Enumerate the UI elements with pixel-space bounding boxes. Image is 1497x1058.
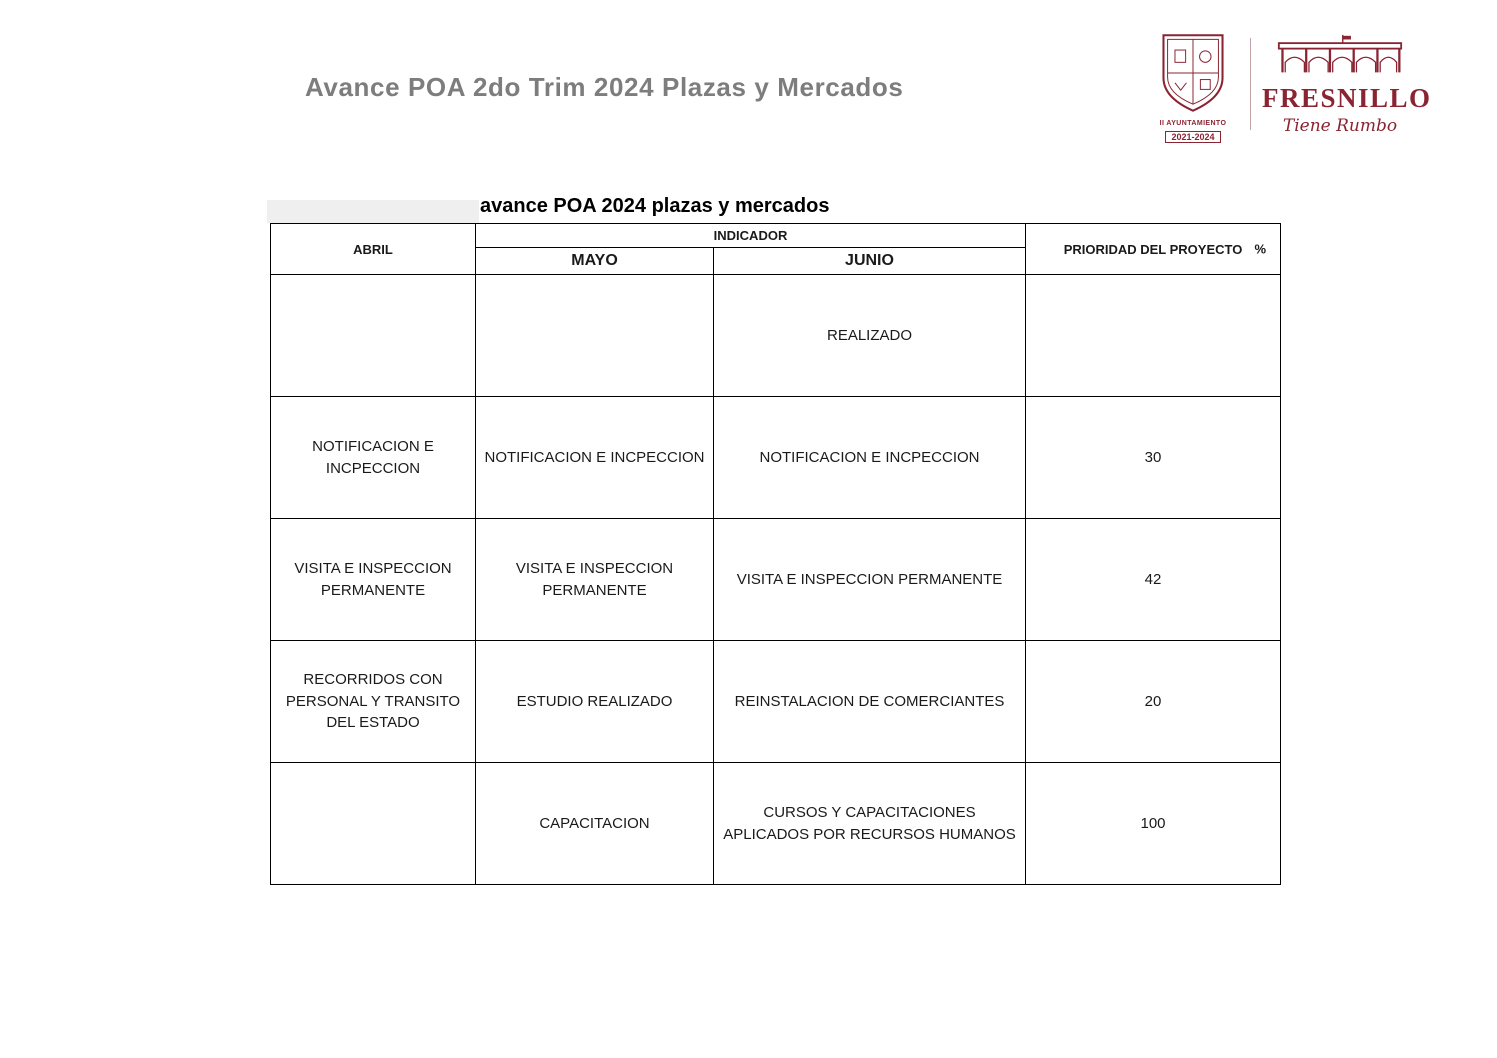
cell-junio: NOTIFICACION E INCPECCION xyxy=(714,397,1026,519)
cell-mayo: NOTIFICACION E INCPECCION xyxy=(476,397,714,519)
shaded-strip xyxy=(267,200,479,223)
col-header-mayo: MAYO xyxy=(476,248,714,275)
logo-divider xyxy=(1250,38,1251,130)
col-header-junio: JUNIO xyxy=(714,248,1026,275)
table-row xyxy=(271,641,1281,763)
cell-mayo: ESTUDIO REALIZADO xyxy=(476,641,714,763)
fresnillo-wordmark: FRESNILLO xyxy=(1262,83,1432,113)
ayuntamiento-label: II AYUNTAMIENTO xyxy=(1159,120,1227,127)
table-row xyxy=(271,397,1281,519)
logo-area xyxy=(1148,30,1432,142)
table-row xyxy=(271,519,1281,641)
cell-mayo: VISITA E INSPECCION PERMANENTE xyxy=(476,519,714,641)
cell-junio: REALIZADO xyxy=(714,275,1026,397)
table-header-row-1 xyxy=(271,224,1281,248)
shield-icon xyxy=(1153,32,1233,114)
ayuntamiento-years: 2021-2024 xyxy=(1165,131,1220,143)
cell-abril: VISITA E INSPECCION PERMANENTE xyxy=(271,519,476,641)
cell-abril: RECORRIDOS CON PERSONAL Y TRANSITO DEL ESTADO xyxy=(271,641,476,763)
ayuntamiento-logo xyxy=(1148,32,1238,145)
prioridad-label: PRIORIDAD DEL PROYECTO xyxy=(1063,241,1243,257)
cell-prioridad: 42 xyxy=(1026,519,1281,641)
table-title: avance POA 2024 plazas y mercados xyxy=(480,195,830,217)
fresnillo-logo xyxy=(1262,34,1432,136)
arch-monument-icon xyxy=(1266,34,1414,76)
table-row xyxy=(271,275,1281,397)
poa-table xyxy=(270,223,1281,885)
cell-mayo: CAPACITACION xyxy=(476,763,714,885)
cell-junio: REINSTALACION DE COMERCIANTES xyxy=(714,641,1026,763)
percent-label: % xyxy=(1254,241,1267,257)
cell-mayo xyxy=(476,275,714,397)
cell-prioridad: 30 xyxy=(1026,397,1281,519)
cell-abril xyxy=(271,763,476,885)
cell-prioridad: 20 xyxy=(1026,641,1281,763)
page-title: Avance POA 2do Trim 2024 Plazas y Mercados xyxy=(305,72,904,102)
col-header-prioridad xyxy=(1026,224,1281,275)
fresnillo-tagline: Tiene Rumbo xyxy=(1282,116,1398,136)
table-row xyxy=(271,763,1281,885)
col-header-abril: ABRIL xyxy=(271,224,476,275)
cell-abril xyxy=(271,275,476,397)
col-header-indicador: INDICADOR xyxy=(476,224,1026,248)
cell-junio: VISITA E INSPECCION PERMANENTE xyxy=(714,519,1026,641)
cell-abril: NOTIFICACION E INCPECCION xyxy=(271,397,476,519)
cell-junio: CURSOS Y CAPACITACIONES APLICADOS POR RECURSOS HUMANOS xyxy=(714,763,1026,885)
cell-prioridad: 100 xyxy=(1026,763,1281,885)
cell-prioridad xyxy=(1026,275,1281,397)
